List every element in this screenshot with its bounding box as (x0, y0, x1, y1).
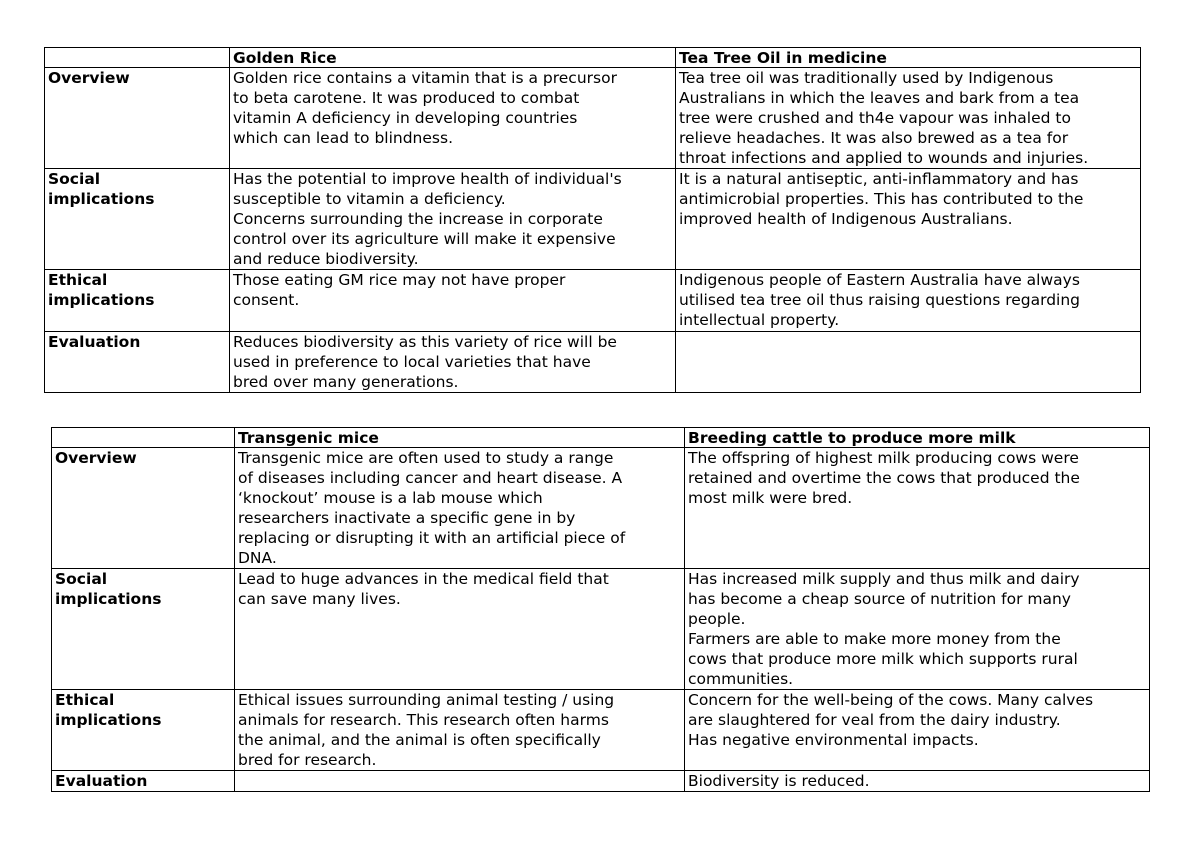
cell-mice-evaluation (235, 771, 685, 792)
header-blank (45, 48, 230, 68)
row-label-ethical: Ethical implications (45, 270, 230, 332)
row-label-overview: Overview (45, 68, 230, 169)
header-tea-tree-oil: Tea Tree Oil in medicine (676, 48, 1141, 68)
cell-golden-rice-overview: Golden rice contains a vitamin that is a precursor to beta carotene. It was produced to combat vitamin A deficiency in developing countries which can lead to blindness. (230, 68, 676, 169)
cell-tea-tree-overview: Tea tree oil was traditionally used by Indigenous Australians in which the leaves and bark from a tea tree were crushed and th4e vapour was inhaled to relieve headaches. It was also brewed as a tea for throat infections and applied to wounds and injuries. (676, 68, 1141, 169)
golden-rice-tea-tree-table (44, 47, 1141, 393)
cell-cattle-social: Has increased milk supply and thus milk and dairy has become a cheap source of nutrition for many people. Farmers are able to make more money from the cows that produce more milk which supports rural communities. (685, 569, 1150, 690)
row-label-ethical: Ethical implications (52, 690, 235, 771)
header-blank (52, 428, 235, 448)
cell-mice-overview: Transgenic mice are often used to study a range of diseases including cancer and heart disease. A ‘knockout’ mouse is a lab mouse which researchers inactivate a specific gene in by replacing or disrupting it with an artificial piece of DNA. (235, 448, 685, 569)
header-transgenic-mice: Transgenic mice (235, 428, 685, 448)
row-label-overview: Overview (52, 448, 235, 569)
table-row (52, 771, 1150, 792)
table-row (52, 690, 1150, 771)
table-header-row (45, 48, 1141, 68)
cell-golden-rice-ethical: Those eating GM rice may not have proper consent. (230, 270, 676, 332)
row-label-social: Social implications (45, 169, 230, 270)
table-row (45, 270, 1141, 332)
cell-cattle-overview: The offspring of highest milk producing cows were retained and overtime the cows that produced the most milk were bred. (685, 448, 1150, 569)
table-row (45, 68, 1141, 169)
table-row (45, 332, 1141, 393)
row-label-evaluation: Evaluation (45, 332, 230, 393)
table-header-row (52, 428, 1150, 448)
table-row (45, 169, 1141, 270)
cell-mice-social: Lead to huge advances in the medical field that can save many lives. (235, 569, 685, 690)
table-row (52, 448, 1150, 569)
cell-tea-tree-social: It is a natural antiseptic, anti-inflammatory and has antimicrobial properties. This has contributed to the improved health of Indigenous Australians. (676, 169, 1141, 270)
cell-cattle-ethical: Concern for the well-being of the cows. Many calves are slaughtered for veal from the dairy industry. Has negative environmental impacts. (685, 690, 1150, 771)
transgenic-mice-cattle-table (51, 427, 1150, 792)
header-golden-rice: Golden Rice (230, 48, 676, 68)
header-breeding-cattle: Breeding cattle to produce more milk (685, 428, 1150, 448)
cell-tea-tree-evaluation (676, 332, 1141, 393)
row-label-social: Social implications (52, 569, 235, 690)
cell-golden-rice-evaluation: Reduces biodiversity as this variety of rice will be used in preference to local varieties that have bred over many generations. (230, 332, 676, 393)
cell-cattle-evaluation: Biodiversity is reduced. (685, 771, 1150, 792)
cell-golden-rice-social: Has the potential to improve health of individual's susceptible to vitamin a deficiency. Concerns surrounding the increase in corporate control over its agriculture will make it expensive and reduce biodiversity. (230, 169, 676, 270)
cell-tea-tree-ethical: Indigenous people of Eastern Australia have always utilised tea tree oil thus raising questions regarding intellectual property. (676, 270, 1141, 332)
table-row (52, 569, 1150, 690)
row-label-evaluation: Evaluation (52, 771, 235, 792)
cell-mice-ethical: Ethical issues surrounding animal testing / using animals for research. This research often harms the animal, and the animal is often specifically bred for research. (235, 690, 685, 771)
